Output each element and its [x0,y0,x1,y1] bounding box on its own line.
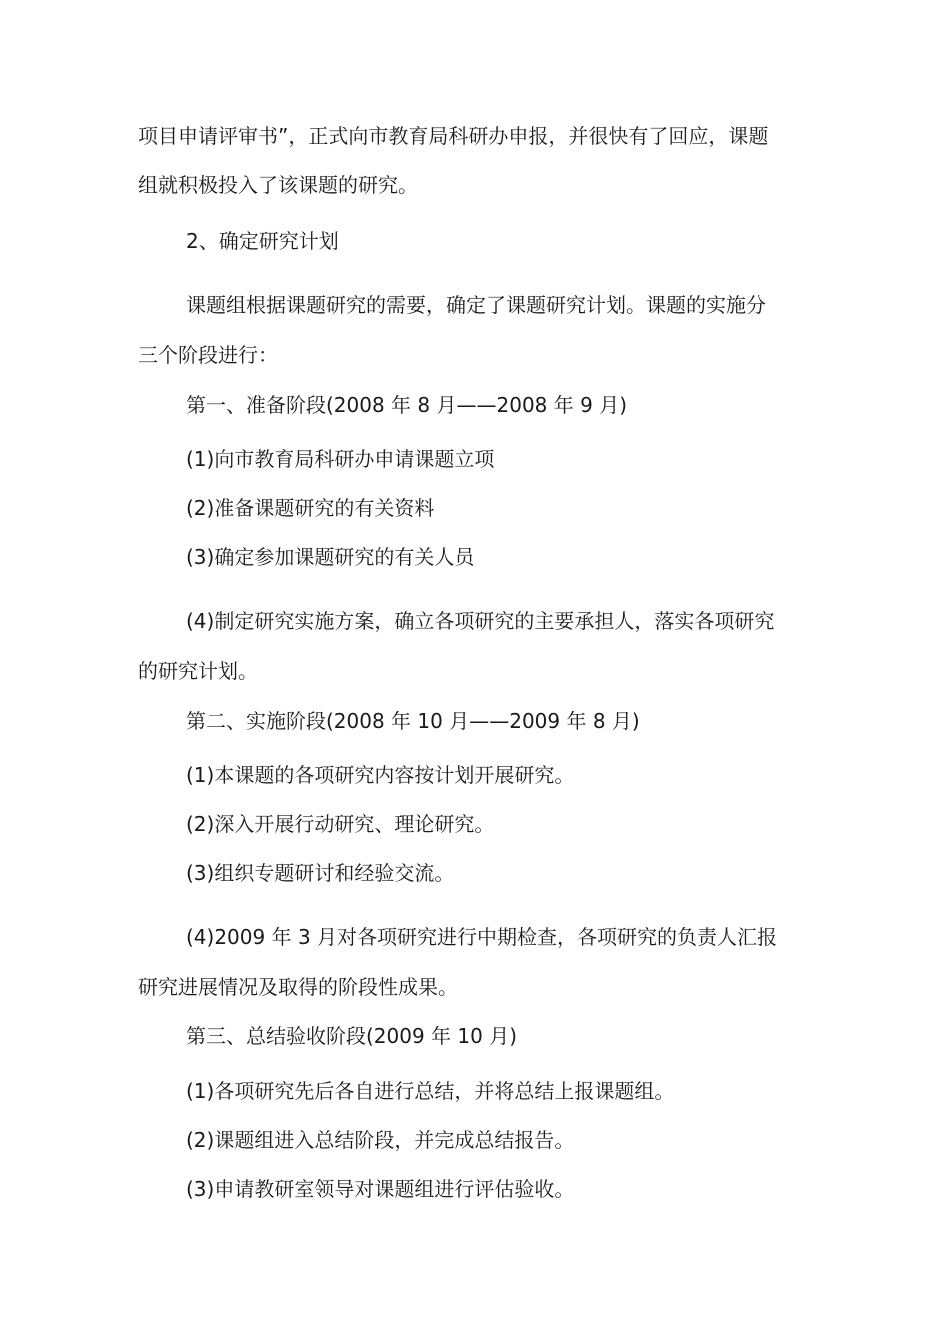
list-item: 的研究计划。 [138,659,258,683]
list-item: (3)组织专题研讨和经验交流。 [186,861,455,885]
list-item: (4)2009 年 3 月对各项研究进行中期检查，各项研究的负责人汇报 [186,925,778,949]
phase-heading: 第二、实施阶段(2008 年 10 月——2009 年 8 月) [186,709,640,733]
list-item: (4)制定研究实施方案，确立各项研究的主要承担人，落实各项研究 [186,609,775,633]
list-item: 研究进展情况及取得的阶段性成果。 [138,975,458,999]
phase-heading: 第一、准备阶段(2008 年 8 月——2008 年 9 月) [186,393,627,417]
list-item: (2)课题组进入总结阶段，并完成总结报告。 [186,1128,575,1152]
text-line: 项目申请评审书”，正式向市教育局科研办申报，并很快有了回应，课题 [138,124,769,148]
text-line: 三个阶段进行： [138,343,278,367]
phase-heading: 第三、总结验收阶段(2009 年 10 月) [186,1024,518,1048]
list-item: (2)准备课题研究的有关资料 [186,496,435,520]
list-item: (1)向市教育局科研办申请课题立项 [186,447,495,471]
section-heading: 2、确定研究计划 [186,229,339,253]
list-item: (3)确定参加课题研究的有关人员 [186,545,475,569]
list-item: (2)深入开展行动研究、理论研究。 [186,812,495,836]
list-item: (1)各项研究先后各自进行总结，并将总结上报课题组。 [186,1079,675,1103]
text-line: 组就积极投入了该课题的研究。 [138,173,418,197]
text-line: 课题组根据课题研究的需要，确定了课题研究计划。课题的实施分 [186,293,766,317]
list-item: (3)申请教研室领导对课题组进行评估验收。 [186,1177,575,1201]
list-item: (1)本课题的各项研究内容按计划开展研究。 [186,763,575,787]
